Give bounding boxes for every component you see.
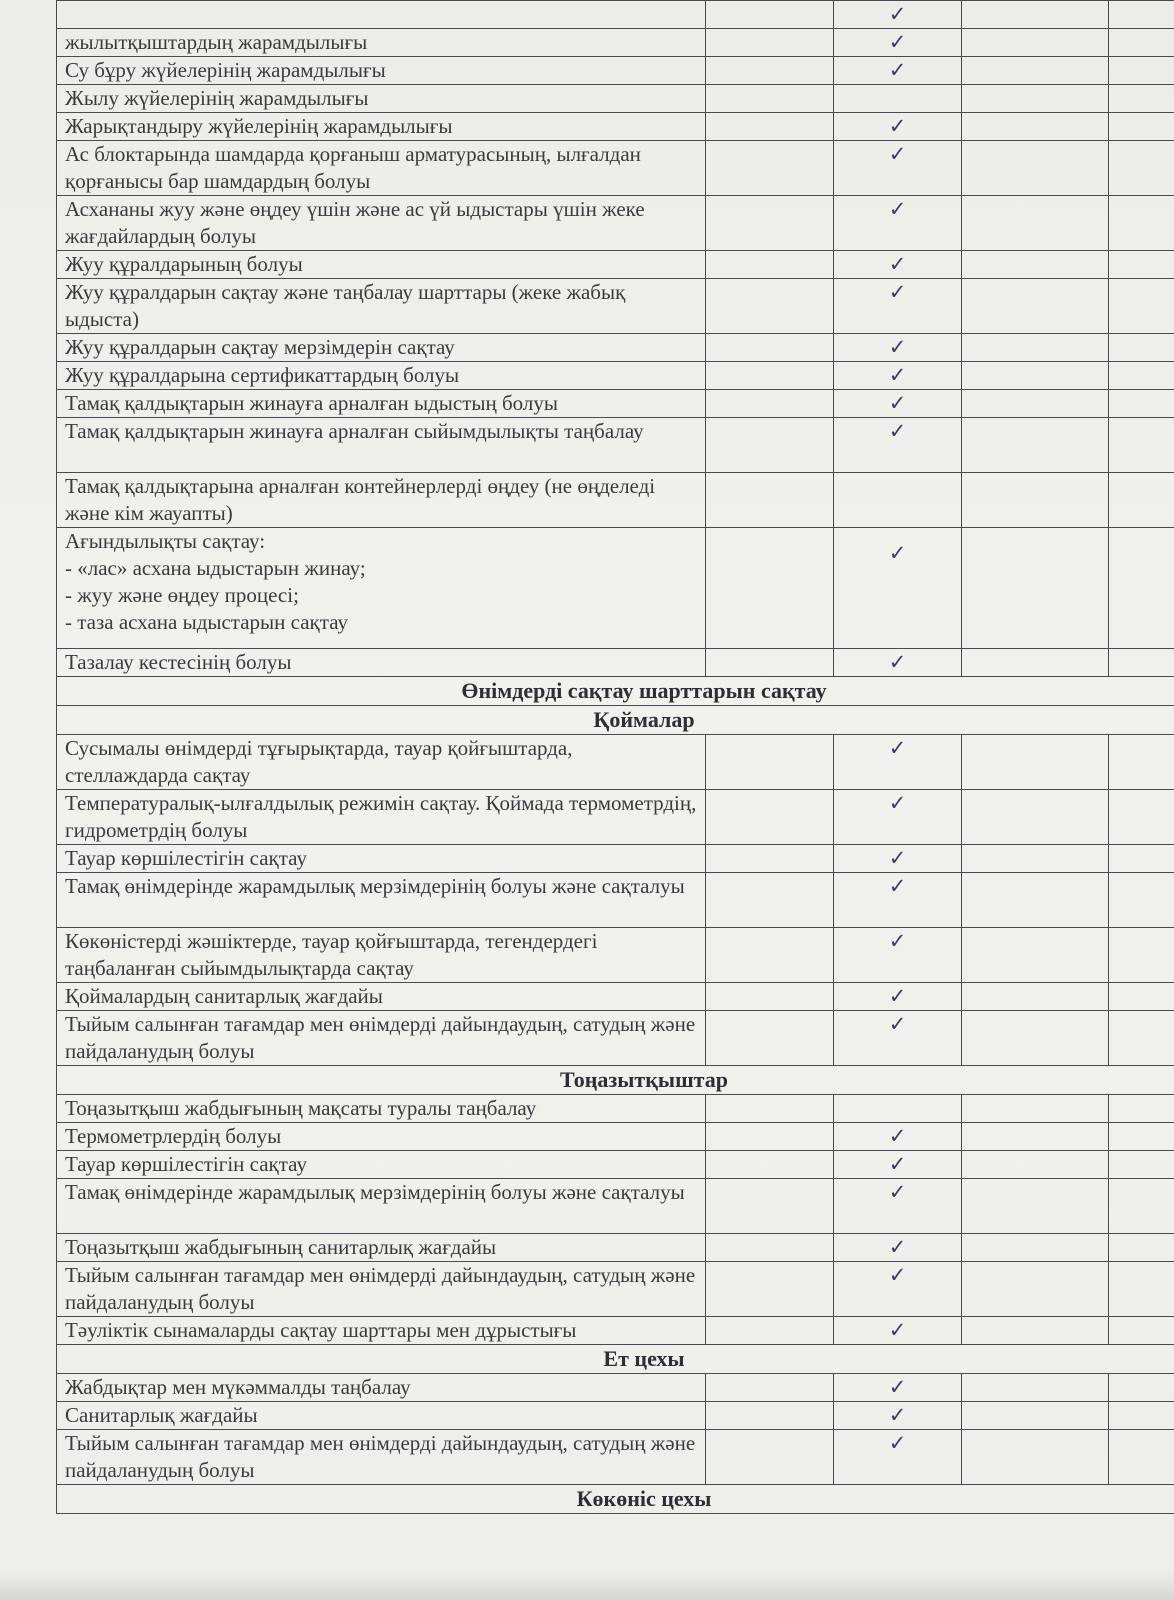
subsection-title: Көкөніс цехы [57, 1485, 1174, 1514]
check-mark-icon: ✓ [834, 196, 962, 251]
row-text: Тоңазытқыш жабдығының санитарлық жағдайы [57, 1234, 706, 1262]
row-text: Ас блоктарында шамдарда қорғаныш арматурасының, ылғалдан қорғанысы бар шамдардың болуы [57, 141, 706, 196]
check-mark-icon: ✓ [834, 1374, 962, 1402]
table-row [57, 873, 1174, 928]
table-row [57, 418, 1174, 473]
row-text: Жуу құралдарының болуы [57, 251, 706, 279]
table-row [57, 1317, 1174, 1345]
table-row [57, 1402, 1174, 1430]
check-mark-icon: ✓ [834, 528, 962, 649]
check-mark-icon: ✓ [834, 1179, 962, 1234]
subsection-header-row [57, 1345, 1174, 1374]
row-text: Сусымалы өнімдерді тұғырықтарда, тауар қойғыштарда, стеллаждарда сақтау [57, 735, 706, 790]
table-row [57, 1, 1174, 29]
check-mark-icon: ✓ [834, 1151, 962, 1179]
row-text: Су бұру жүйелерінің жарамдылығы [57, 57, 706, 85]
row-text: Тамақ өнімдерінде жарамдылық мерзімдерінің болуы және сақталуы [57, 873, 706, 928]
table-row [57, 1151, 1174, 1179]
row-text: Жуу құралдарына сертификаттардың болуы [57, 362, 706, 390]
row-text: Тамақ қалдықтарын жинауға арналған ыдыстың болуы [57, 390, 706, 418]
flow-item: - таза асхана ыдыстарын сақтау [65, 610, 348, 634]
check-mark-icon: ✓ [834, 735, 962, 790]
table-row [57, 362, 1174, 390]
row-text: Жуу құралдарын сақтау мерзімдерін сақтау [57, 334, 706, 362]
table-row [57, 528, 1174, 649]
table-row [57, 57, 1174, 85]
subsection-title: Тоңазытқыштар [57, 1066, 1174, 1095]
table-row [57, 735, 1174, 790]
row-text: Тәуліктік сынамаларды сақтау шарттары мен дұрыстығы [57, 1317, 706, 1345]
check-mark-icon: ✓ [834, 1, 962, 29]
subsection-title: Ет цехы [57, 1345, 1174, 1374]
table-row [57, 1262, 1174, 1317]
row-text: Жуу құралдарын сақтау және таңбалау шарттары (жеке жабық ыдыста) [57, 279, 706, 334]
table-row [57, 1374, 1174, 1402]
check-mark-icon: ✓ [834, 113, 962, 141]
subsection-title: Қоймалар [57, 706, 1174, 735]
check-mark-icon: ✓ [834, 649, 962, 677]
row-text: Тоңазытқыш жабдығының мақсаты туралы таңбалау [57, 1095, 706, 1123]
check-mark-icon: ✓ [834, 141, 962, 196]
photo-edge-shadow [0, 1570, 1174, 1600]
table-row [57, 334, 1174, 362]
row-text: Температуралық-ылғалдылық режимін сақтау. Қоймада термометрдің, гидрометрдің болуы [57, 790, 706, 845]
row-text: Тауар көршілестігін сақтау [57, 1151, 706, 1179]
flow-item: - «лас» асхана ыдыстарын жинау; [65, 556, 366, 580]
flow-heading: Ағындылықты сақтау: [65, 529, 266, 553]
table-row [57, 473, 1174, 528]
table-row [57, 928, 1174, 983]
check-mark-icon: ✓ [834, 1262, 962, 1317]
table-row [57, 1095, 1174, 1123]
check-mark-icon: ✓ [834, 57, 962, 85]
check-mark-icon: ✓ [834, 29, 962, 57]
inspection-checklist-table [56, 0, 1174, 1514]
flow-item: - жуу және өңдеу процесі; [65, 583, 299, 607]
table-row [57, 1179, 1174, 1234]
row-text: Тыйым салынған тағамдар мен өнімдерді дайындаудың, сатудың және пайдаланудың болуы [57, 1430, 706, 1485]
check-mark-icon: ✓ [834, 928, 962, 983]
check-mark-icon: ✓ [834, 1317, 962, 1345]
check-mark-icon: ✓ [834, 1234, 962, 1262]
row-text: Тауар көршілестігін сақтау [57, 845, 706, 873]
subsection-header-row [57, 706, 1174, 735]
row-text: Қоймалардың санитарлық жағдайы [57, 983, 706, 1011]
section-header-row [57, 677, 1174, 706]
check-mark-icon: ✓ [834, 1402, 962, 1430]
table-row [57, 1123, 1174, 1151]
check-mark-icon: ✓ [834, 390, 962, 418]
subsection-header-row [57, 1485, 1174, 1514]
row-text: Тазалау кестесінің болуы [57, 649, 706, 677]
table-row [57, 1011, 1174, 1066]
row-text: Жылу жүйелерінің жарамдылығы [57, 85, 706, 113]
subsection-header-row [57, 1066, 1174, 1095]
table-row [57, 196, 1174, 251]
table-row [57, 113, 1174, 141]
table-row [57, 1430, 1174, 1485]
check-mark-icon: ✓ [834, 1430, 962, 1485]
table-row [57, 279, 1174, 334]
check-mark-icon: ✓ [834, 1011, 962, 1066]
table-row [57, 390, 1174, 418]
table-row [57, 141, 1174, 196]
row-text: Санитарлық жағдайы [57, 1402, 706, 1430]
check-mark-icon: ✓ [834, 873, 962, 928]
row-text: Термометрлердің болуы [57, 1123, 706, 1151]
row-text [57, 1, 706, 29]
row-text: Тамақ қалдықтарын жинауға арналған сыйымдылықты таңбалау [57, 418, 706, 473]
table-row [57, 29, 1174, 57]
check-mark-icon: ✓ [834, 1123, 962, 1151]
table-row [57, 845, 1174, 873]
row-text: Тамақ қалдықтарына арналған контейнерлерді өңдеу (не өңделеді және кім жауапты) [57, 473, 706, 528]
row-text-multiline [57, 528, 706, 649]
row-text: Тамақ өнімдерінде жарамдылық мерзімдерінің болуы және сақталуы [57, 1179, 706, 1234]
table-row [57, 251, 1174, 279]
table-row [57, 1234, 1174, 1262]
check-mark-icon: ✓ [834, 334, 962, 362]
check-mark-icon: ✓ [834, 790, 962, 845]
table-row [57, 983, 1174, 1011]
check-mark-icon: ✓ [834, 418, 962, 473]
row-text: Тыйым салынған тағамдар мен өнімдерді дайындаудың, сатудың және пайдаланудың болуы [57, 1262, 706, 1317]
section-title: Өнімдерді сақтау шарттарын сақтау [57, 677, 1174, 706]
check-mark-icon: ✓ [834, 983, 962, 1011]
table-row [57, 85, 1174, 113]
table-row [57, 790, 1174, 845]
table-row [57, 649, 1174, 677]
check-mark-icon: ✓ [834, 362, 962, 390]
row-text: Көкөністерді жәшіктерде, тауар қойғыштарда, тегендердегі таңбаланған сыйымдылықтарда сақтау [57, 928, 706, 983]
check-mark-icon: ✓ [834, 845, 962, 873]
row-text: Жарықтандыру жүйелерінің жарамдылығы [57, 113, 706, 141]
row-text: Тыйым салынған тағамдар мен өнімдерді дайындаудың, сатудың және пайдаланудың болуы [57, 1011, 706, 1066]
row-text: Асхананы жуу және өңдеу үшін және ас үй ыдыстары үшін жеке жағдайлардың болуы [57, 196, 706, 251]
row-text: Жабдықтар мен мүкәммалды таңбалау [57, 1374, 706, 1402]
row-text: жылытқыштардың жарамдылығы [57, 29, 706, 57]
check-mark-icon: ✓ [834, 279, 962, 334]
check-mark-icon: ✓ [834, 251, 962, 279]
